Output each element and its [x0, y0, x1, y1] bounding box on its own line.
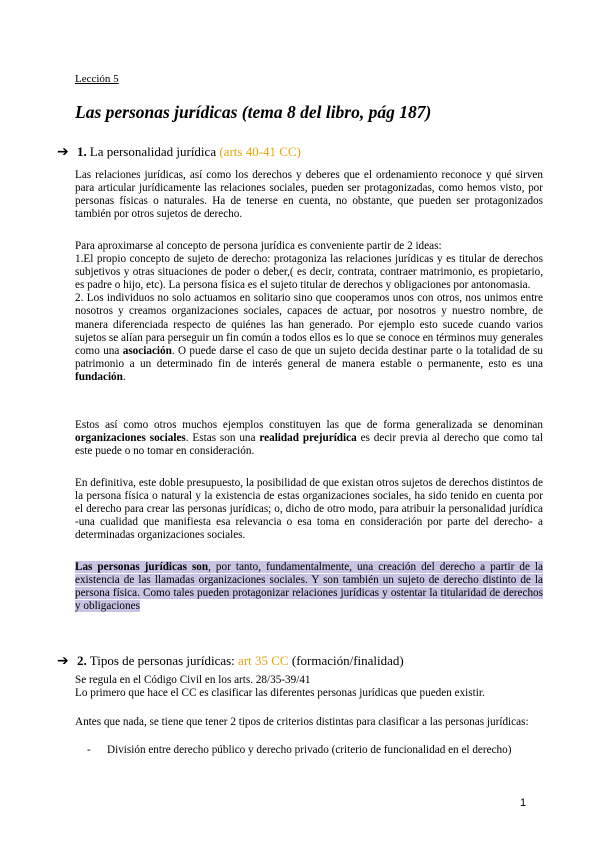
- section-number: 2.: [77, 653, 87, 668]
- section-title: La personalidad jurídica: [89, 144, 217, 159]
- page-title: Las personas jurídicas (tema 8 del libro, pág 187): [75, 102, 432, 122]
- paragraph: Antes que nada, se tiene que tener 2 tipos de criterios distintas para clasificar a las personas jurídicas:: [75, 716, 529, 728]
- paragraph-ideas: [75, 240, 543, 384]
- asociacion-term: asociación: [122, 344, 172, 357]
- paragraph-regulation: Se regula en el Código Civil en los arts. 28/35-39/41 Lo primero que hace el CC es clasificar las diferentes personas jurídicas que pueden existir.: [75, 674, 485, 700]
- idea-2: 2. Los individuos no solo actuamos en solitario sino que cooperamos unos con otros, nos unimos entre nosotros y creamos organizaciones sociales, capaces de actuar, por nosotros y nuestro nombre, de manera diferenciada respecto de quiénes las han generado. Por ejemplo esto sucede cuando varios sujetos se alían para perseguir un fin común a todos ellos es lo que se conoce en términos muy generales como una asociación. O puede darse el caso de que un sujeto decida destinar parte o la totalidad de su patrimonio a un determinado fin de interés general de manera estable o permanente, esto es una fundación.: [75, 292, 543, 383]
- criteria-list: [75, 744, 543, 757]
- paragraph: Las relaciones jurídicas, así como los derechos y deberes que el ordenamiento reconoce y qué sirven para articular jurídicamente las relaciones sociales, pueden ser protagonizadas, como hemos visto, por personas físicas o naturales. Ha de tenerse en cuenta, no obstante, que pueden ser protagonizados también por otros sujetos de derecho.: [75, 169, 543, 221]
- section-heading-2: [57, 653, 404, 669]
- highlight-bold-term: Las personas jurídicas son: [75, 561, 209, 573]
- section-extra: (formación/finalidad): [291, 653, 404, 668]
- idea-1: 1.El propio concepto de sujeto de derecho: protagoniza las relaciones jurídicas y es titular de derechos subjetivos y otras situaciones de poder o deber,( es decir, contrata, contraer matrimonio, es propietario, es padre o hijo, etc). La persona física es el sujeto titular de derechos y obligaciones por antonomasia.: [75, 253, 543, 292]
- list-item: - División entre derecho público y derecho privado (criterio de funcionalidad en el derecho): [87, 744, 512, 756]
- section-number: 1.: [77, 144, 87, 159]
- article-reference: (arts 40-41 CC): [219, 144, 301, 159]
- arrow-right-icon: ➔: [57, 653, 69, 669]
- page-number: 1: [520, 797, 527, 809]
- section-title: Tipos de personas jurídicas:: [89, 653, 235, 668]
- paragraph: En definitiva, este doble presupuesto, la posibilidad de que existan otros sujetos de derechos distintos de la persona física o natural y la existencia de estas organizaciones sociales, ha sido tenido en cuenta por el derecho para crear las personas jurídicas; o, dicho de otro modo, para atribuir la personalidad jurídica -una cualidad que manifiesta esa relevancia o esa toma en consideración por parte del derecho- a determinadas organizaciones sociales.: [75, 477, 543, 542]
- realidad-prejuridica-term: realidad prejurídica: [259, 432, 357, 445]
- fundacion-term: fundación: [75, 370, 123, 383]
- organizaciones-sociales-term: organizaciones sociales: [75, 432, 186, 445]
- paragraph-organizaciones: Estos así como otros muchos ejemplos constituyen las que de forma generalizada se denominan organizaciones sociales. Estas son una realidad prejurídica es decir previa al derecho que como tal este puede o no tomar en consideración.: [75, 419, 543, 458]
- arrow-right-icon: ➔: [57, 144, 69, 160]
- lesson-label: Lección 5: [75, 73, 119, 85]
- section-heading-1: [57, 144, 301, 160]
- ideas-intro: Para aproximarse al concepto de persona jurídica es conveniente partir de 2 ideas:: [75, 240, 442, 252]
- article-reference: art 35 CC: [238, 653, 289, 668]
- highlighted-paragraph: Las personas jurídicas son, por tanto, fundamentalmente, una creación del derecho a partir de la existencia de las llamadas organizaciones sociales. Y son también un sujeto de derecho distinto de la persona física. Como tales pueden protagonizar relaciones jurídicas y ostentar la titularidad de derechos y obligaciones: [75, 561, 543, 613]
